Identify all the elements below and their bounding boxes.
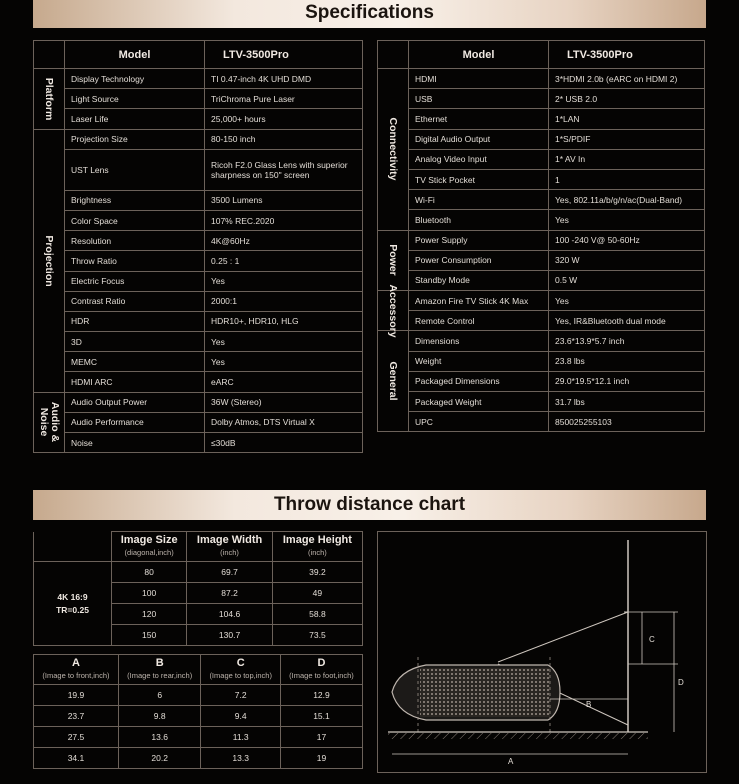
throw-size-cell: 150	[112, 625, 187, 646]
left-row	[34, 291, 363, 311]
right-spec-label: Dimensions	[409, 331, 549, 351]
throw-chart-heading: Throw distance chart	[33, 490, 706, 520]
right-spec-value: 23.8 lbs	[549, 351, 705, 371]
left-spec-value: Ricoh F2.0 Glass Lens with superior sharpness on 150" screen	[205, 149, 363, 190]
right-category-label: Power	[387, 244, 399, 277]
left-category-label: Platform	[43, 77, 55, 121]
right-spec-value: 320 W	[549, 250, 705, 270]
throw-diagram-svg	[378, 532, 706, 772]
left-spec-value: 0.25 : 1	[205, 251, 363, 271]
left-spec-label: Color Space	[65, 210, 205, 230]
throw-size-cell: 69.7	[187, 562, 273, 583]
right-row	[378, 250, 705, 270]
left-spec-value: 2000:1	[205, 291, 363, 311]
left-row	[34, 231, 363, 251]
right-row	[378, 291, 705, 311]
label-c: C	[649, 635, 655, 644]
badge-aspect: 4K 16:9	[57, 591, 88, 602]
throw-size-cell: 73.5	[272, 625, 362, 646]
left-row	[34, 109, 363, 129]
throw-size-cell: 58.8	[272, 604, 362, 625]
left-spec-value: 36W (Stereo)	[205, 392, 363, 412]
right-spec-value: Yes	[549, 291, 705, 311]
throw-size-cell: 130.7	[187, 625, 273, 646]
throw-distance-cell: 20.2	[118, 748, 200, 769]
right-spec-value: 1*LAN	[549, 109, 705, 129]
left-spec-value: 3500 Lumens	[205, 190, 363, 210]
left-spec-label: Electric Focus	[65, 271, 205, 291]
right-spec-label: Wi-Fi	[409, 190, 549, 210]
a-header: A (Image to front,inch)	[34, 655, 119, 685]
throw-distance-row	[34, 748, 363, 769]
throw-header-blank	[34, 532, 112, 562]
left-spec-label: Light Source	[65, 89, 205, 109]
right-category-label: Connectivity	[387, 117, 399, 181]
right-spec-value: 3*HDMI 2.0b (eARC on HDMI 2)	[549, 69, 705, 89]
right-spec-label: Packaged Weight	[409, 392, 549, 412]
left-row	[34, 433, 363, 453]
right-row	[378, 270, 705, 290]
right-spec-label: Bluetooth	[409, 210, 549, 230]
right-category-label: General	[387, 361, 399, 401]
throw-distance-cell: 9.8	[118, 706, 200, 727]
left-category-cell	[34, 129, 65, 392]
throw-size-cell: 80	[112, 562, 187, 583]
left-spec-value: TI 0.47-inch 4K UHD DMD	[205, 69, 363, 89]
left-category-label: Projection	[43, 234, 55, 287]
right-category-cell	[378, 230, 409, 291]
left-row	[34, 412, 363, 432]
left-spec-label: Brightness	[65, 190, 205, 210]
left-spec-value: Yes	[205, 352, 363, 372]
right-row	[378, 89, 705, 109]
right-spec-value: Yes, IR&Bluetooth dual mode	[549, 311, 705, 331]
left-row	[34, 190, 363, 210]
d-header: D (Image to foot,inch)	[280, 655, 362, 685]
left-row	[34, 392, 363, 412]
right-spec-value: Yes	[549, 210, 705, 230]
left-header-model: Model	[65, 41, 205, 69]
left-spec-label: Resolution	[65, 231, 205, 251]
left-row	[34, 352, 363, 372]
throw-distance-row	[34, 685, 363, 706]
right-spec-label: Power Consumption	[409, 250, 549, 270]
left-spec-value: eARC	[205, 372, 363, 392]
label-b: B	[586, 700, 592, 709]
image-height-header: Image Height (inch)	[272, 532, 362, 562]
left-row	[34, 271, 363, 291]
left-row	[34, 69, 363, 89]
left-spec-label: Projection Size	[65, 129, 205, 149]
throw-distance-row	[34, 706, 363, 727]
throw-distance-cell: 19.9	[34, 685, 119, 706]
right-spec-table	[377, 40, 705, 432]
right-spec-value: 29.0*19.5*12.1 inch	[549, 371, 705, 391]
throw-distance-cell: 9.4	[201, 706, 281, 727]
right-row	[378, 190, 705, 210]
left-spec-label: Contrast Ratio	[65, 291, 205, 311]
left-spec-table	[33, 40, 363, 453]
left-spec-value: 80-150 inch	[205, 129, 363, 149]
projection-ray-top	[498, 612, 628, 662]
right-header-model: Model	[409, 41, 549, 69]
right-spec-value: Yes, 802.11a/b/g/n/ac(Dual-Band)	[549, 190, 705, 210]
throw-distance-cell: 11.3	[201, 727, 281, 748]
right-row	[378, 412, 705, 432]
right-spec-label: USB	[409, 89, 549, 109]
left-row	[34, 129, 363, 149]
left-row	[34, 89, 363, 109]
throw-size-cell: 120	[112, 604, 187, 625]
left-row	[34, 311, 363, 331]
right-spec-label: Power Supply	[409, 230, 549, 250]
right-category-cell	[378, 284, 409, 338]
left-row	[34, 251, 363, 271]
throw-size-cell: 49	[272, 583, 362, 604]
floor-hatch	[388, 733, 648, 739]
throw-distance-cell: 23.7	[34, 706, 119, 727]
left-header-blank	[34, 41, 65, 69]
left-spec-value: ≤30dB	[205, 433, 363, 453]
right-row	[378, 69, 705, 89]
right-spec-label: HDMI	[409, 69, 549, 89]
throw-size-cell: 100	[112, 583, 187, 604]
throw-size-cell: 104.6	[187, 604, 273, 625]
left-spec-label: Audio Output Power	[65, 392, 205, 412]
right-row	[378, 331, 705, 351]
right-row	[378, 371, 705, 391]
left-spec-value: Yes	[205, 271, 363, 291]
left-spec-label: Display Technology	[65, 69, 205, 89]
throw-distance-cell: 12.9	[280, 685, 362, 706]
throw-size-cell: 39.2	[272, 562, 362, 583]
left-spec-label: MEMC	[65, 352, 205, 372]
left-spec-value: Dolby Atmos, DTS Virtual X	[205, 412, 363, 432]
right-spec-label: Standby Mode	[409, 270, 549, 290]
left-spec-value: 25,000+ hours	[205, 109, 363, 129]
specifications-heading: Specifications	[33, 0, 706, 28]
right-category-cell	[378, 331, 409, 432]
left-spec-label: Noise	[65, 433, 205, 453]
right-header-value: LTV-3500Pro	[549, 41, 705, 69]
right-header-blank	[378, 41, 409, 69]
right-spec-value: 1*S/PDIF	[549, 129, 705, 149]
throw-distance-cell: 13.6	[118, 727, 200, 748]
throw-size-table	[33, 531, 363, 646]
right-spec-value: 1	[549, 169, 705, 189]
right-spec-header	[378, 41, 705, 69]
throw-distance-header	[34, 655, 363, 685]
throw-distance-cell: 6	[118, 685, 200, 706]
throw-distance-cell: 15.1	[280, 706, 362, 727]
right-category-cell	[378, 69, 409, 231]
right-spec-value: 1* AV In	[549, 149, 705, 169]
throw-diagram	[377, 531, 707, 773]
right-spec-label: Digital Audio Output	[409, 129, 549, 149]
right-spec-value: 23.6*13.9*5.7 inch	[549, 331, 705, 351]
left-spec-header	[34, 41, 363, 69]
right-spec-label: UPC	[409, 412, 549, 432]
throw-distance-cell: 7.2	[201, 685, 281, 706]
left-spec-value: HDR10+, HDR10, HLG	[205, 311, 363, 331]
left-spec-label: 3D	[65, 332, 205, 352]
left-spec-value: Yes	[205, 332, 363, 352]
left-category-cell	[34, 69, 65, 130]
left-spec-value: 4K@60Hz	[205, 231, 363, 251]
right-spec-label: Amazon Fire TV Stick 4K Max	[409, 291, 549, 311]
right-spec-value: 100 -240 V@ 50-60Hz	[549, 230, 705, 250]
right-spec-label: Packaged Dimensions	[409, 371, 549, 391]
right-row	[378, 351, 705, 371]
left-category-cell	[34, 392, 65, 453]
throw-distance-cell: 17	[280, 727, 362, 748]
throw-ratio-badge	[34, 562, 112, 646]
throw-distance-table	[33, 654, 363, 769]
c-header: C (Image to top,inch)	[201, 655, 281, 685]
left-row	[34, 332, 363, 352]
right-row	[378, 129, 705, 149]
throw-distance-row	[34, 727, 363, 748]
throw-size-row	[34, 562, 363, 583]
right-spec-value: 2* USB 2.0	[549, 89, 705, 109]
projector-grille	[420, 668, 550, 717]
right-row	[378, 149, 705, 169]
left-category-label: Audio & Noise	[38, 402, 61, 443]
left-row	[34, 149, 363, 190]
right-spec-label: Weight	[409, 351, 549, 371]
left-spec-label: HDMI ARC	[65, 372, 205, 392]
left-row	[34, 372, 363, 392]
right-spec-label: TV Stick Pocket	[409, 169, 549, 189]
left-row	[34, 210, 363, 230]
left-spec-value: TriChroma Pure Laser	[205, 89, 363, 109]
left-spec-label: UST Lens	[65, 149, 205, 190]
throw-distance-cell: 13.3	[201, 748, 281, 769]
left-spec-value: 107% REC.2020	[205, 210, 363, 230]
right-category-label: Accessory	[387, 284, 399, 338]
throw-size-header	[34, 532, 363, 562]
right-row	[378, 230, 705, 250]
b-header: B (Image to rear,inch)	[118, 655, 200, 685]
right-spec-label: Analog Video Input	[409, 149, 549, 169]
throw-distance-cell: 19	[280, 748, 362, 769]
right-row	[378, 311, 705, 331]
throw-distance-cell: 34.1	[34, 748, 119, 769]
right-spec-value: 31.7 lbs	[549, 392, 705, 412]
left-spec-label: HDR	[65, 311, 205, 331]
right-spec-value: 850025255103	[549, 412, 705, 432]
right-row	[378, 392, 705, 412]
image-size-header: Image Size (diagonal,inch)	[112, 532, 187, 562]
left-spec-label: Audio Performance	[65, 412, 205, 432]
label-d: D	[678, 678, 684, 687]
right-row	[378, 210, 705, 230]
right-spec-label: Ethernet	[409, 109, 549, 129]
badge-throw-ratio: TR=0.25	[56, 604, 89, 615]
label-a: A	[508, 757, 514, 766]
image-width-header: Image Width (inch)	[187, 532, 273, 562]
left-spec-label: Laser Life	[65, 109, 205, 129]
right-spec-value: 0.5 W	[549, 270, 705, 290]
left-header-value: LTV-3500Pro	[205, 41, 363, 69]
right-row	[378, 169, 705, 189]
throw-distance-cell: 27.5	[34, 727, 119, 748]
right-row	[378, 109, 705, 129]
right-spec-label: Remote Control	[409, 311, 549, 331]
left-spec-label: Throw Ratio	[65, 251, 205, 271]
throw-size-cell: 87.2	[187, 583, 273, 604]
